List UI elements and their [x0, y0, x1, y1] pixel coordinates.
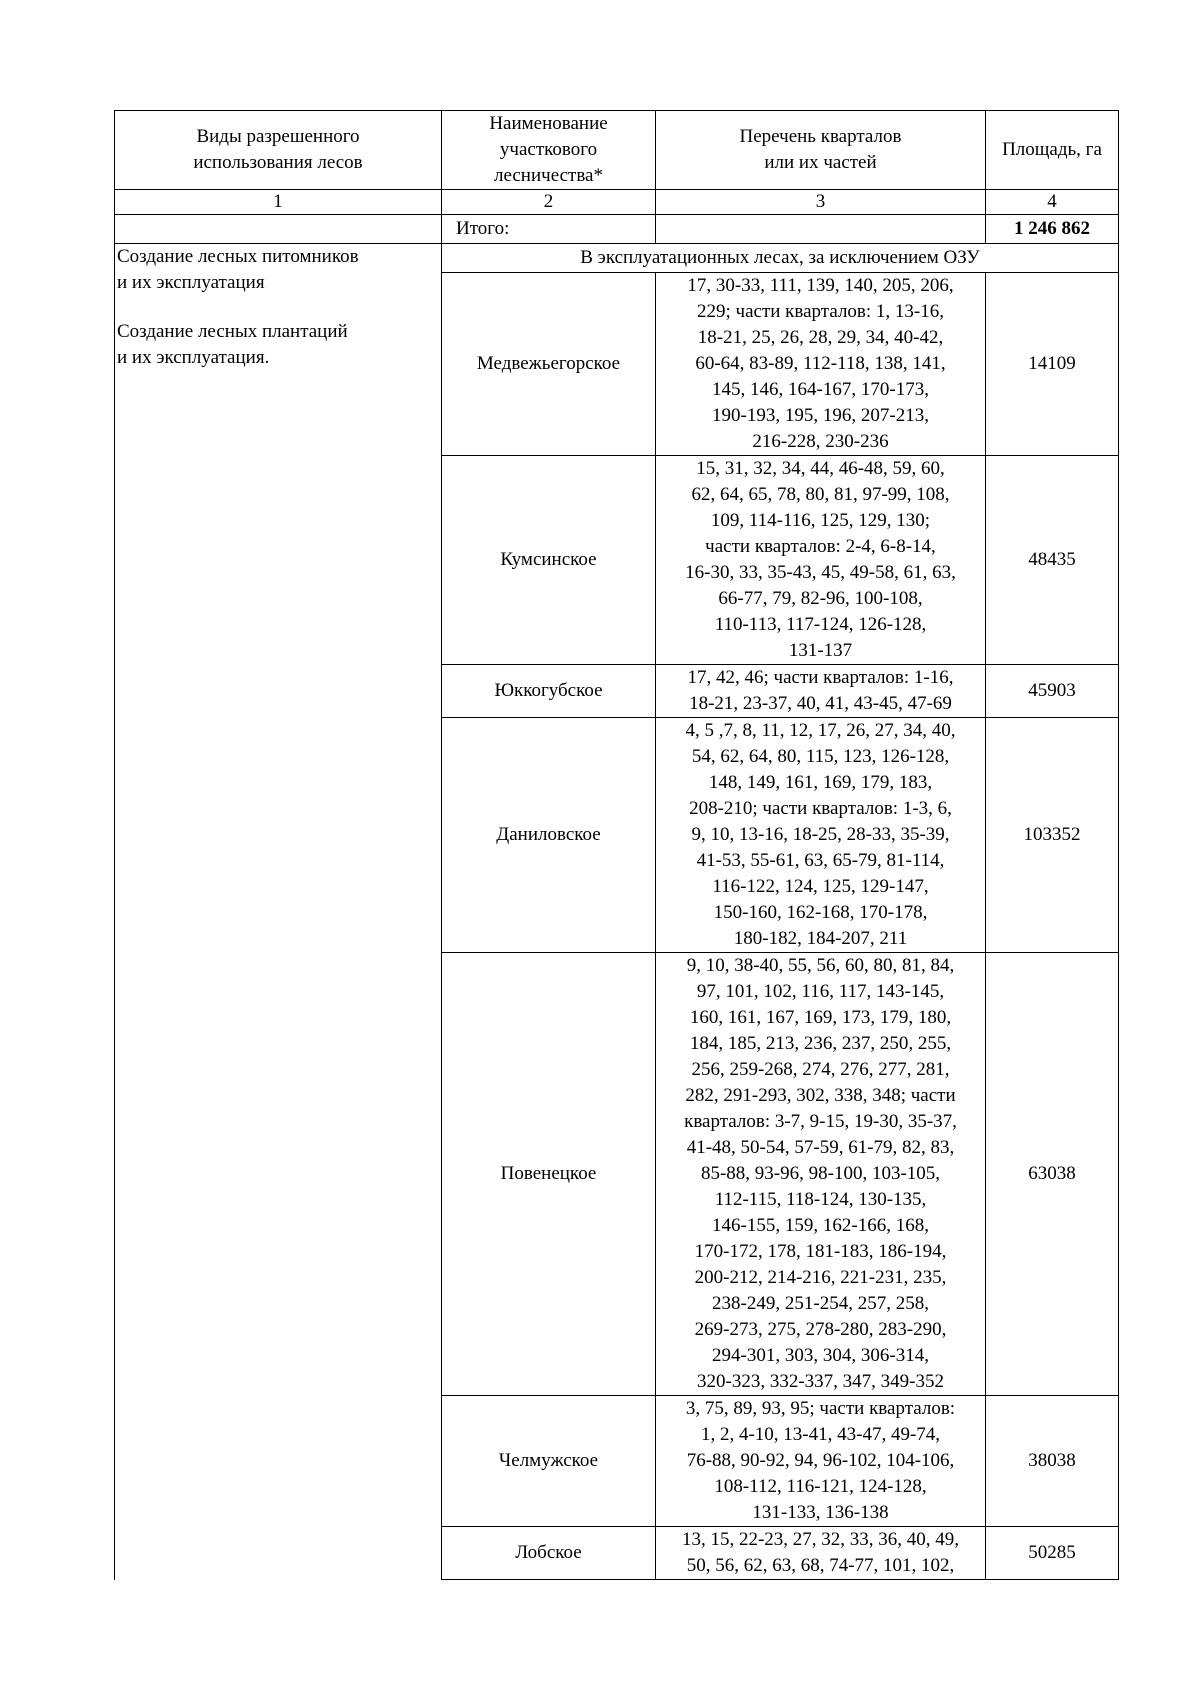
forestry-name: Кумсинское [442, 456, 656, 665]
area-value: 48435 [986, 456, 1119, 665]
usage-nurseries: Создание лесных питомников и их эксплуатация [117, 246, 359, 293]
total-empty-cell [115, 215, 442, 244]
quarters-list: 15, 31, 32, 34, 44, 46-48, 59, 60, 62, 64, 65, 78, 80, 81, 97-99, 108, 109, 114-116, 125, 129, 130; части кварталов: 2-4, 6-8-14, 16-30, 33, 35-43, 45, 49-58, 61, 63, 66-77, 79, 82-96, 100-108, 110-113, 117-124, 126-128, 131-137 [656, 456, 986, 665]
quarters-list: 17, 30-33, 111, 139, 140, 205, 206, 229; части кварталов: 1, 13-16, 18-21, 25, 26, 28, 29, 34, 40-42, 60-64, 83-89, 112-118, 138, 141, 145, 146, 164-167, 170-173, 190-193, 195, 196, 207-213, 216-228, 230-236 [656, 273, 986, 456]
column-number: 1 [115, 190, 442, 215]
forestry-name: Лобское [442, 1527, 656, 1580]
forest-use-table [114, 110, 1119, 1580]
quarters-list: 9, 10, 38-40, 55, 56, 60, 80, 81, 84, 97, 101, 102, 116, 117, 143-145, 160, 161, 167, 169, 173, 179, 180, 184, 185, 213, 236, 237, 250, 255, 256, 259-268, 274, 276, 277, 281, 282, 291-293, 302, 338, 348; части кварталов: 3-7, 9-15, 19-30, 35-37, 41-48, 50-54, 57-59, 61-79, 82, 83, 85-88, 93-96, 98-100, 103-105, 112-115, 118-124, 130-135, 146-155, 159, 162-166, 168, 170-172, 178, 181-183, 186-194, 200-212, 214-216, 221-231, 235, 238-249, 251-254, 257, 258, 269-273, 275, 278-280, 283-290, 294-301, 303, 304, 306-314, 320-323, 332-337, 347, 349-352 [656, 953, 986, 1396]
column-number-row [115, 190, 1119, 215]
table-header-row [115, 111, 1119, 190]
area-value: 63038 [986, 953, 1119, 1396]
forestry-name: Медвежьегорское [442, 273, 656, 456]
header-quarters-list: Перечень кварталов или их частей [656, 111, 986, 190]
section-header: В эксплуатационных лесах, за исключением ОЗУ [442, 244, 1119, 273]
forestry-name: Повенецкое [442, 953, 656, 1396]
section-header-row [115, 244, 1119, 273]
forestry-name: Челмужское [442, 1396, 656, 1527]
forestry-name: Даниловское [442, 718, 656, 953]
total-row [115, 215, 1119, 244]
total-empty-cell [656, 215, 986, 244]
forestry-name: Юккогубское [442, 665, 656, 718]
quarters-list: 3, 75, 89, 93, 95; части кварталов: 1, 2, 4-10, 13-41, 43-47, 49-74, 76-88, 90-92, 94, 96-102, 104-106, 108-112, 116-121, 124-128, 131-133, 136-138 [656, 1396, 986, 1527]
header-area: Площадь, га [986, 111, 1119, 190]
column-number: 3 [656, 190, 986, 215]
area-value: 38038 [986, 1396, 1119, 1527]
quarters-list: 17, 42, 46; части кварталов: 1-16, 18-21, 23-37, 40, 41, 43-45, 47-69 [656, 665, 986, 718]
usage-type-cell [115, 244, 442, 1580]
column-number: 4 [986, 190, 1119, 215]
header-usage-type: Виды разрешенного использования лесов [115, 111, 442, 190]
quarters-list: 4, 5 ,7, 8, 11, 12, 17, 26, 27, 34, 40, 54, 62, 64, 80, 115, 123, 126-128, 148, 149, 161, 169, 179, 183, 208-210; части кварталов: 1-3, 6, 9, 10, 13-16, 18-25, 28-33, 35-39, 41-53, 55-61, 63, 65-79, 81-114, 116-122, 124, 125, 129-147, 150-160, 162-168, 170-178, 180-182, 184-207, 211 [656, 718, 986, 953]
area-value: 103352 [986, 718, 1119, 953]
header-forestry-name: Наименование участкового лесничества* [442, 111, 656, 190]
column-number: 2 [442, 190, 656, 215]
area-value: 14109 [986, 273, 1119, 456]
total-value: 1 246 862 [986, 215, 1119, 244]
quarters-list: 13, 15, 22-23, 27, 32, 33, 36, 40, 49, 50, 56, 62, 63, 68, 74-77, 101, 102, [656, 1527, 986, 1580]
usage-plantations: Создание лесных плантаций и их эксплуатация. [117, 321, 348, 368]
total-label: Итого: [442, 215, 656, 244]
area-value: 45903 [986, 665, 1119, 718]
area-value: 50285 [986, 1527, 1119, 1580]
